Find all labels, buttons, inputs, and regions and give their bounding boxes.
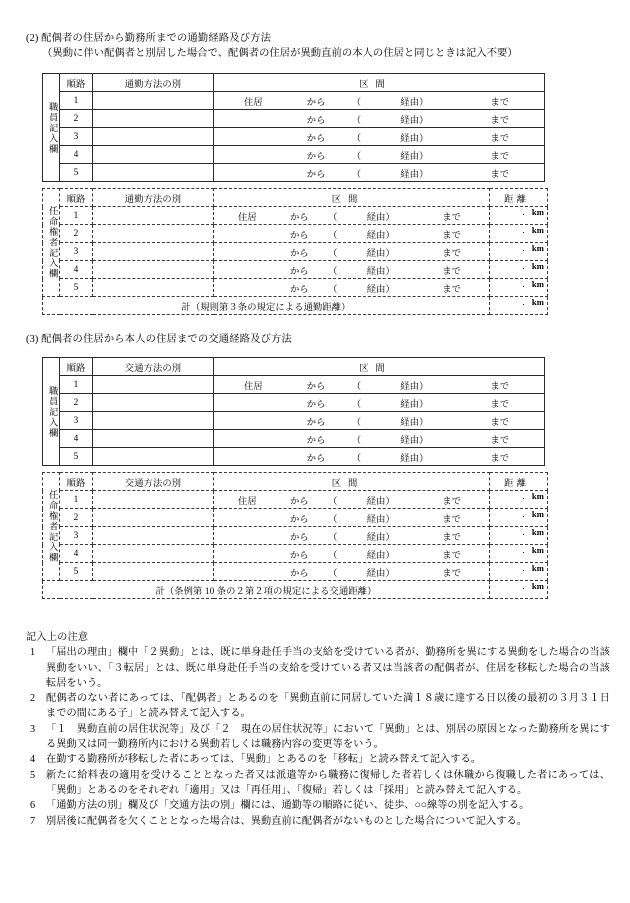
method-input-cell[interactable]	[93, 412, 214, 430]
span-from: から	[306, 169, 326, 180]
side-label-authority: 任命権者記入欄	[43, 189, 60, 297]
span-from: から	[290, 284, 309, 295]
table-row	[43, 430, 545, 448]
distance-decimal-point: .	[522, 208, 525, 218]
distance-decimal-point: .	[522, 244, 525, 254]
span-to: まで	[490, 97, 510, 108]
section-2-title: (2) 配偶者の住居から勤務所までの通勤経路及び方法	[26, 33, 272, 44]
span-from: から	[290, 514, 309, 525]
table-row	[43, 92, 545, 110]
table-total-row	[43, 297, 548, 315]
total-label: 計（規則第３条の規定による通勤距離）	[43, 297, 490, 315]
span-from: から	[290, 568, 309, 579]
note-number: 5	[30, 769, 36, 781]
span-via: 経由）	[366, 514, 395, 525]
span-paren: （	[351, 151, 362, 162]
section-2-authority-table	[42, 188, 548, 315]
span-cell[interactable]	[214, 261, 490, 279]
distance-cell[interactable]	[490, 509, 548, 527]
span-to: まで	[442, 212, 461, 223]
span-from: から	[306, 151, 326, 162]
table-header-row	[43, 74, 545, 92]
distance-unit: km	[531, 563, 544, 573]
method-input-cell[interactable]	[93, 545, 214, 563]
span-paren: （	[328, 248, 338, 259]
table-row	[43, 279, 548, 297]
distance-unit: km	[531, 297, 544, 307]
distance-decimal-point: .	[522, 582, 525, 592]
table-row	[43, 207, 548, 225]
table-row	[43, 527, 548, 545]
span-from: から	[306, 133, 326, 144]
distance-decimal-point: .	[522, 298, 525, 308]
span-cell[interactable]	[214, 376, 545, 394]
span-via: 経由）	[400, 399, 429, 410]
distance-unit: km	[531, 261, 544, 271]
span-paren: （	[328, 568, 338, 579]
header-method: 通勤方法の別	[93, 189, 214, 207]
notes-section	[26, 630, 610, 829]
note-text: 「届出の理由」欄中「２異動」とは、既に単身赴任手当の支給を受けている者が、勤務所を異にする異動をした場合の当該異動をいい、「３転居」とは、既に単身赴任手当の支給を受けている者又は当該者の配偶者が、住居を移転した場合の当該転居をいう。	[46, 647, 610, 689]
distance-decimal-point: .	[522, 510, 525, 520]
span-via: 経由）	[400, 435, 429, 446]
note-number: 6	[30, 800, 36, 812]
route-no: 5	[60, 279, 93, 297]
span-cell[interactable]	[214, 509, 490, 527]
method-input-cell[interactable]	[93, 110, 214, 128]
span-cell[interactable]	[214, 207, 490, 225]
distance-decimal-point: .	[522, 262, 525, 272]
distance-unit: km	[531, 279, 544, 289]
distance-cell[interactable]	[490, 261, 548, 279]
note-number: 7	[30, 815, 36, 827]
span-cell[interactable]	[214, 394, 545, 412]
note-text: 新たに給料表の適用を受けることとなった者又は派遣等から職務に復帰した者若しくは休職から復職した者にあっては、「異動」とあるのをそれぞれ「適用」又は「再任用」、「復帰」若しくは「採用」と読み替えて記入する。	[46, 769, 610, 796]
section-3-employee-table	[42, 357, 545, 466]
header-span: 区間	[214, 74, 545, 92]
total-distance-cell[interactable]	[490, 581, 548, 599]
span-cell[interactable]	[214, 545, 490, 563]
span-paren: （	[351, 435, 362, 446]
method-input-cell[interactable]	[93, 430, 214, 448]
note-item	[26, 691, 610, 722]
note-item	[26, 798, 610, 813]
span-paren: （	[351, 399, 362, 410]
distance-decimal-point: .	[522, 492, 525, 502]
span-cell[interactable]	[214, 412, 545, 430]
table-row	[43, 376, 545, 394]
note-number: 1	[30, 647, 36, 659]
header-span: 区間	[214, 189, 490, 207]
span-from: から	[290, 266, 309, 277]
span-via: 経由）	[400, 417, 429, 428]
span-paren: （	[351, 381, 362, 392]
side-label-employee: 職員記入欄	[43, 358, 60, 466]
span-paren: （	[328, 496, 338, 507]
method-input-cell[interactable]	[93, 164, 214, 182]
distance-unit: km	[531, 545, 544, 555]
distance-cell[interactable]	[490, 279, 548, 297]
distance-decimal-point: .	[522, 280, 525, 290]
total-label: 計（条例第 10 条の２第２項の規定による交通距離）	[43, 581, 490, 599]
span-from: から	[306, 417, 326, 428]
span-home: 住居	[237, 212, 257, 223]
method-input-cell[interactable]	[93, 394, 214, 412]
span-via: 経由）	[366, 568, 395, 579]
span-paren: （	[328, 266, 338, 277]
method-input-cell[interactable]	[93, 225, 214, 243]
span-via: 経由）	[400, 381, 429, 392]
distance-unit: km	[531, 491, 544, 501]
method-input-cell[interactable]	[93, 92, 214, 110]
note-item	[26, 752, 610, 767]
distance-cell[interactable]	[490, 491, 548, 509]
span-to: まで	[490, 399, 510, 410]
route-no: 5	[60, 563, 93, 581]
method-input-cell[interactable]	[93, 527, 214, 545]
route-no: 5	[60, 448, 93, 466]
side-label-employee: 職員記入欄	[43, 74, 60, 182]
section-2-employee-table	[42, 73, 545, 182]
route-no: 3	[60, 412, 93, 430]
route-no: 2	[60, 110, 93, 128]
span-cell[interactable]	[214, 279, 490, 297]
method-input-cell[interactable]	[93, 491, 214, 509]
note-item	[26, 645, 610, 691]
span-cell[interactable]	[214, 243, 490, 261]
route-no: 3	[60, 527, 93, 545]
span-home: 住居	[244, 97, 263, 108]
span-from: から	[306, 97, 326, 108]
distance-unit: km	[531, 509, 544, 519]
method-input-cell[interactable]	[93, 243, 214, 261]
span-from: から	[306, 435, 326, 446]
span-paren: （	[351, 453, 362, 464]
span-to: まで	[490, 151, 510, 162]
span-paren: （	[328, 284, 338, 295]
span-to: まで	[442, 568, 461, 579]
section-3-title: (3) 配偶者の住居から本人の住居までの交通経路及び方法	[26, 334, 292, 345]
route-no: 3	[60, 243, 93, 261]
method-input-cell[interactable]	[93, 509, 214, 527]
route-no: 2	[60, 509, 93, 527]
span-to: まで	[490, 435, 510, 446]
span-from: から	[306, 115, 326, 126]
route-no: 1	[60, 376, 93, 394]
span-paren: （	[351, 169, 362, 180]
table-row	[43, 509, 548, 527]
table-row	[43, 563, 548, 581]
route-no: 1	[60, 92, 93, 110]
span-via: 経由）	[366, 496, 395, 507]
method-input-cell[interactable]	[93, 448, 214, 466]
note-item	[26, 722, 610, 753]
span-to: まで	[442, 532, 461, 543]
route-no: 4	[60, 146, 93, 164]
span-via: 経由）	[400, 169, 429, 180]
distance-unit: km	[531, 581, 544, 591]
method-input-cell[interactable]	[93, 128, 214, 146]
note-text: 在勤する勤務所が移転した者にあっては、「異動」とあるのを「移転」と読み替えて記入する。	[46, 754, 482, 766]
span-paren: （	[328, 550, 338, 561]
span-via: 経由）	[366, 266, 395, 277]
span-via: 経由）	[400, 453, 429, 464]
table-row	[43, 243, 548, 261]
route-no: 3	[60, 128, 93, 146]
span-to: まで	[490, 381, 510, 392]
route-no: 5	[60, 164, 93, 182]
header-route-no: 順路	[60, 74, 93, 92]
total-distance-cell[interactable]	[490, 297, 548, 315]
table-row	[43, 164, 545, 182]
span-via: 経由）	[366, 212, 395, 223]
route-no: 1	[60, 491, 93, 509]
span-cell[interactable]	[214, 225, 490, 243]
side-label-authority: 任命権者記入欄	[43, 473, 60, 581]
distance-cell[interactable]	[490, 545, 548, 563]
table-row	[43, 146, 545, 164]
span-cell[interactable]	[214, 430, 545, 448]
span-from: から	[306, 381, 326, 392]
route-no: 4	[60, 261, 93, 279]
note-text: 配偶者のない者にあっては、「配偶者」とあるのを「異動直前に同居していた満１８歳に達する日以後の最初の３月３１日までの間にある子」と読み替えて記入する。	[46, 693, 610, 720]
span-to: まで	[442, 550, 461, 561]
method-input-cell[interactable]	[93, 261, 214, 279]
method-input-cell[interactable]	[93, 563, 214, 581]
route-no: 4	[60, 430, 93, 448]
span-to: まで	[442, 496, 461, 507]
span-cell[interactable]	[214, 563, 490, 581]
notes-title: 記入上の注意	[26, 632, 89, 643]
span-cell[interactable]	[214, 164, 545, 182]
header-route-no: 順路	[60, 189, 93, 207]
span-home: 住居	[237, 496, 257, 507]
span-paren: （	[328, 212, 338, 223]
section-3-authority-table	[42, 472, 548, 599]
route-no: 1	[60, 207, 93, 225]
span-to: まで	[442, 230, 461, 241]
header-method: 交通方法の別	[93, 473, 214, 491]
section-2-employee-table-wrap	[42, 73, 545, 182]
span-to: まで	[442, 248, 461, 259]
span-via: 経由）	[400, 115, 429, 126]
note-text: 「通勤方法の別」欄及び「交通方法の別」欄には、通勤等の順路に従い、徒歩、○○線等の別を記入する。	[46, 800, 530, 812]
distance-decimal-point: .	[522, 226, 525, 236]
route-no: 2	[60, 394, 93, 412]
section-3	[0, 332, 630, 347]
span-via: 経由）	[366, 532, 395, 543]
span-from: から	[290, 212, 309, 223]
span-to: まで	[442, 266, 461, 277]
method-input-cell[interactable]	[93, 279, 214, 297]
distance-cell[interactable]	[490, 243, 548, 261]
span-cell[interactable]	[214, 110, 545, 128]
span-via: 経由）	[366, 550, 395, 561]
span-to: まで	[442, 284, 461, 295]
span-paren: （	[351, 417, 362, 428]
span-paren: （	[351, 115, 362, 126]
note-number: 4	[30, 754, 36, 766]
span-via: 経由）	[366, 230, 395, 241]
header-method: 交通方法の別	[93, 358, 214, 376]
distance-unit: km	[531, 243, 544, 253]
header-route-no: 順路	[60, 358, 93, 376]
span-to: まで	[490, 417, 510, 428]
span-to: まで	[490, 453, 510, 464]
table-header-row	[43, 473, 548, 491]
span-to: まで	[490, 133, 510, 144]
table-header-row	[43, 358, 545, 376]
span-via: 経由）	[400, 97, 429, 108]
distance-decimal-point: .	[522, 528, 525, 538]
span-from: から	[290, 230, 309, 241]
header-distance: 距離	[490, 189, 548, 207]
span-from: から	[290, 496, 309, 507]
note-text: 「１ 異動直前の居住状況等」及び「２ 現在の居住状況等」において「異動」とは、別居の原因となった勤務所を異にする異動又は同一勤務所内における異動若しくは職務内容の変更等をいう。	[46, 723, 610, 751]
method-input-cell[interactable]	[93, 376, 214, 394]
span-via: 経由）	[400, 151, 429, 162]
span-from: から	[290, 248, 309, 259]
span-via: 経由）	[366, 248, 395, 259]
span-cell[interactable]	[214, 146, 545, 164]
section-3-authority-table-wrap	[42, 472, 548, 599]
table-row	[43, 545, 548, 563]
section-2-subtitle: （異動に伴い配偶者と別居した場合で、配偶者の住居が異動直前の本人の住居と同じときは記入不要）	[42, 48, 518, 59]
span-from: から	[306, 453, 326, 464]
span-paren: （	[328, 230, 338, 241]
route-no: 2	[60, 225, 93, 243]
section-2	[0, 31, 630, 62]
header-span: 区間	[214, 358, 545, 376]
span-from: から	[290, 532, 309, 543]
distance-cell[interactable]	[490, 563, 548, 581]
table-total-row	[43, 581, 548, 599]
distance-cell[interactable]	[490, 225, 548, 243]
distance-cell[interactable]	[490, 527, 548, 545]
distance-unit: km	[531, 527, 544, 537]
distance-decimal-point: .	[522, 546, 525, 556]
span-via: 経由）	[366, 284, 395, 295]
span-cell[interactable]	[214, 92, 545, 110]
table-row	[43, 448, 545, 466]
span-cell[interactable]	[214, 527, 490, 545]
span-to: まで	[490, 115, 510, 126]
span-to: まで	[442, 514, 461, 525]
distance-cell[interactable]	[490, 207, 548, 225]
span-paren: （	[351, 133, 362, 144]
header-distance: 距離	[490, 473, 548, 491]
header-span: 区間	[214, 473, 490, 491]
header-route-no: 順路	[60, 473, 93, 491]
span-cell[interactable]	[214, 128, 545, 146]
distance-unit: km	[531, 207, 544, 217]
distance-unit: km	[531, 225, 544, 235]
method-input-cell[interactable]	[93, 146, 214, 164]
span-home: 住居	[244, 381, 263, 392]
table-row	[43, 491, 548, 509]
table-header-row	[43, 189, 548, 207]
table-row	[43, 225, 548, 243]
section-2-authority-table-wrap	[42, 188, 548, 315]
table-row	[43, 110, 545, 128]
note-text: 別居後に配偶者を欠くこととなった場合は、異動直前に配偶者がないものとした場合について記入する。	[46, 815, 527, 827]
span-to: まで	[490, 169, 510, 180]
span-from: から	[306, 399, 326, 410]
table-row	[43, 412, 545, 430]
span-paren: （	[328, 532, 338, 543]
method-input-cell[interactable]	[93, 207, 214, 225]
route-no: 4	[60, 545, 93, 563]
note-item	[26, 768, 610, 799]
span-cell[interactable]	[214, 491, 490, 509]
header-method: 通勤方法の別	[93, 74, 214, 92]
span-paren: （	[328, 514, 338, 525]
span-from: から	[290, 550, 309, 561]
section-3-employee-table-wrap	[42, 357, 545, 466]
table-row	[43, 394, 545, 412]
note-item	[26, 814, 610, 829]
table-row	[43, 128, 545, 146]
distance-decimal-point: .	[522, 564, 525, 574]
note-number: 3	[30, 723, 36, 735]
table-row	[43, 261, 548, 279]
span-via: 経由）	[400, 133, 429, 144]
span-cell[interactable]	[214, 448, 545, 466]
note-number: 2	[30, 693, 36, 705]
span-paren: （	[351, 97, 362, 108]
